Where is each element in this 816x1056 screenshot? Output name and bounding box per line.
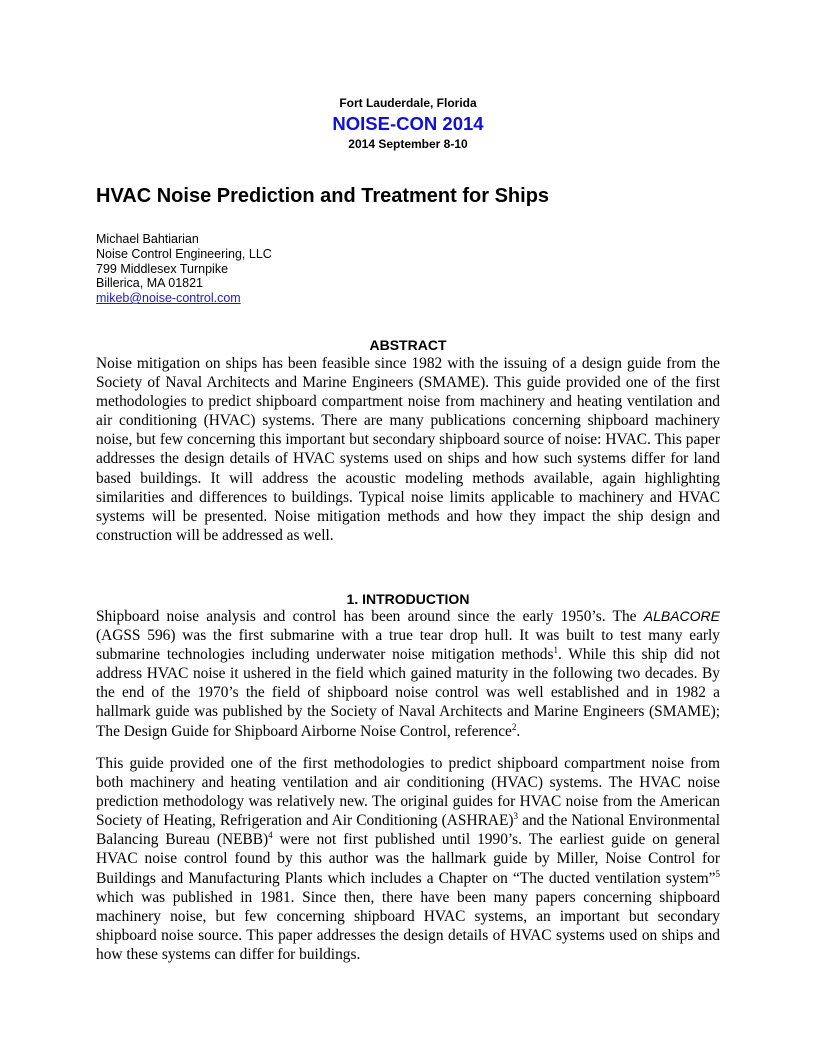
paragraph-text: and the National Environmental Balancing Bureau (NEBB): [96, 812, 721, 849]
reference-superscript: 1: [553, 645, 558, 656]
ship-name-italic: ALBACORE: [643, 608, 720, 624]
reference-superscript: 2: [511, 721, 517, 732]
paragraph-text: were not first published until 1990’s. The earliest guide on general HVAC noise control found by this author was the hallmark guide by Miller, Noise Control for Buildings and Manufacturing Plants which includes a Chapter on “The ducted ventilation system”: [96, 831, 720, 887]
paragraph-text: . While this ship did not address HVAC noise it ushered in the field which gained maturity in the following two decades. By the end of the 1970’s the field of shipboard noise control was well established and in 1982 a hallmark guide was published by the Society of Naval Architects and Marine Engineers (SMAME); The Design Guide for Shipboard Airborne Noise Control, reference: [96, 646, 721, 740]
introduction-heading: 1. INTRODUCTION: [346, 591, 470, 607]
abstract-heading: ABSTRACT: [369, 337, 447, 353]
reference-superscript: 4: [268, 830, 273, 841]
introduction-paragraph-1: [96, 607, 720, 741]
reference-superscript: 3: [513, 811, 518, 822]
author-street: 799 Middlesex Turnpike: [96, 261, 229, 276]
conference-name: NOISE-CON 2014: [332, 113, 484, 134]
reference-superscript: 5: [715, 868, 720, 879]
author-organization: Noise Control Engineering, LLC: [96, 246, 272, 261]
introduction-paragraph-2: [96, 754, 720, 964]
paragraph-text: Shipboard noise analysis and control has been around since the early 1950’s. The: [96, 608, 644, 625]
paragraph-text: which was published in 1981. Since then, there have been many papers concerning shipboard machinery noise, but few concerning shipboard HVAC systems, an important but secondary shipboard noise source. This paper addresses the design details of HVAC systems used on ships and how these systems can differ for buildings.: [96, 888, 720, 963]
paragraph-text: .: [516, 722, 521, 740]
paragraph-text: This guide provided one of the first methodologies to predict shipboard compartment noise from both machinery and heating ventilation and air conditioning (HVAC) systems. The HVAC noise prediction methodology was relatively new. The original guides for HVAC noise from the American Society of Heating, Refrigeration and Air Conditioning (ASHRAE): [96, 755, 720, 830]
paper-title: HVAC Noise Prediction and Treatment for Ships: [96, 185, 550, 207]
paragraph-text: (AGSS 596) was the first submarine with a true tear drop hull. It was built to test many early submarine technologies including underwater noise mitigation methods: [96, 627, 720, 664]
conference-location: Fort Lauderdale, Florida: [339, 96, 477, 110]
author-block: [96, 232, 272, 306]
abstract-text: Noise mitigation on ships has been feasible since 1982 with the issuing of a design guide from the Society of Naval Architects and Marine Engineers (SMAME). This guide provided one of the first methodologies to predict shipboard compartment noise from machinery and heating ventilation and air conditioning (HVAC) systems. There are many publications concerning shipboard machinery noise, but few concerning this important but secondary shipboard source of noise: HVAC. This paper addresses the design details of HVAC systems used on ships and how such systems differ for land based buildings. It will address the acoustic modeling methods available, again highlighting similarities and differences to buildings. Typical noise limits applicable to machinery and HVAC systems will be presented. Noise mitigation methods and how they impact the ship design and construction will be addressed as well.: [96, 355, 720, 544]
author-city: Billerica, MA 01821: [96, 276, 204, 291]
conference-dates: 2014 September 8-10: [348, 137, 468, 151]
author-name: Michael Bahtiarian: [96, 232, 199, 246]
author-email-link[interactable]: mikeb@noise-control.com: [96, 291, 241, 306]
